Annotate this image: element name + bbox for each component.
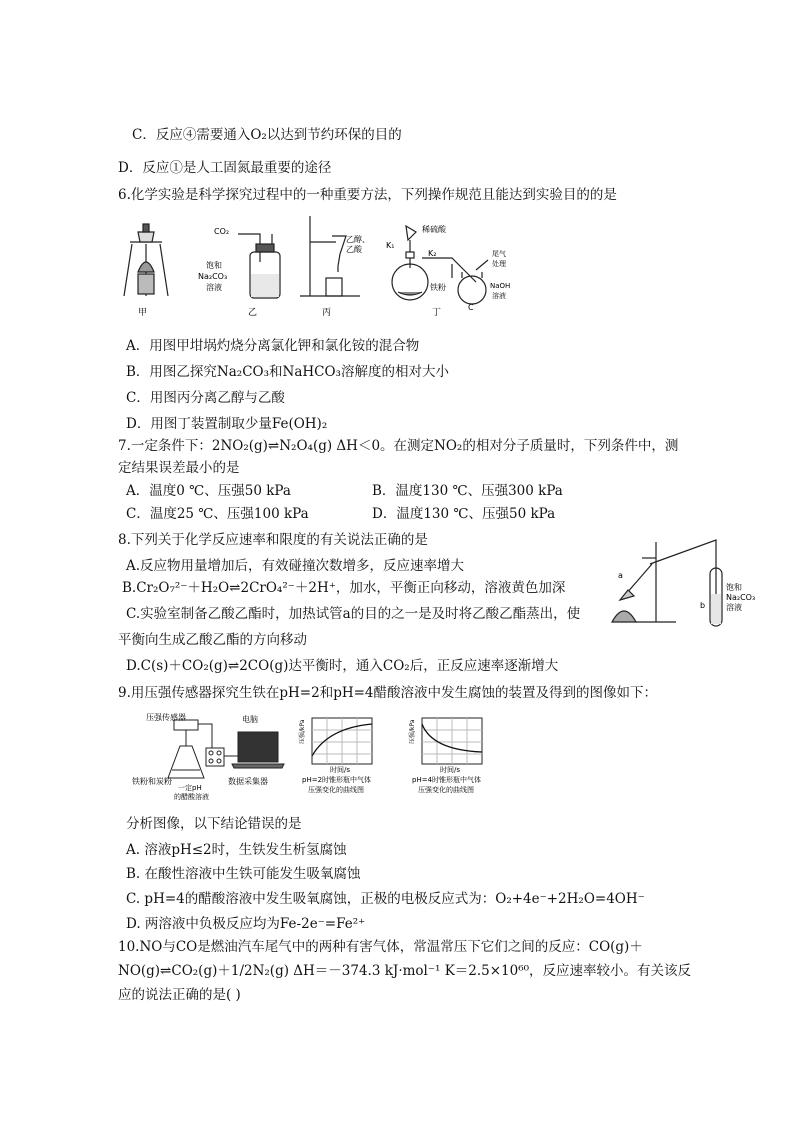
label-yichun: 乙醇、 [346, 235, 370, 244]
label-b: b [700, 601, 706, 610]
label-computer: 电脑 [242, 715, 258, 724]
label-tiefen: 铁粉 [430, 283, 446, 292]
ph2-pressure-chart [312, 718, 372, 764]
label-xiliusuan: 稀硫酸 [422, 225, 446, 234]
label-chuli: 处理 [492, 260, 506, 268]
ferrous-hydroxide-apparatus [392, 226, 488, 304]
q5-option-c: C．反应④需要通入O₂以达到节约环保的目的 [132, 127, 402, 143]
label-naoh-rongye: 溶液 [492, 292, 506, 300]
chart2-xlabel: 时间/s [440, 766, 461, 774]
q6-option-c: C．用图丙分离乙醇与乙酸 [126, 390, 285, 406]
q9-corrosion-figure [132, 712, 512, 802]
label-co2: CO₂ [214, 227, 230, 236]
label-collector: 数据采集器 [228, 777, 268, 786]
q9-intro: 分析图像，以下结论错误的是 [126, 816, 302, 832]
label-baohe: 饱和 [206, 261, 222, 270]
label-na2co3: Na₂CO₃ [726, 593, 756, 602]
q6-option-b: B．用图乙探究Na₂CO₃和NaHCO₃溶解度的相对大小 [126, 364, 449, 380]
q7-stem-line2: 定结果误差最小的是 [118, 460, 240, 476]
chart1-caption-2: 压强变化的曲线图 [308, 786, 364, 794]
chart1-caption-1: pH=2时锥形瓶中气体 [302, 776, 372, 784]
label-yi: 乙 [248, 308, 258, 318]
q6-option-d: D．用图丁装置制取少量Fe(OH)₂ [126, 416, 328, 432]
q8-ester-apparatus-figure [606, 534, 776, 630]
label-jia: 甲 [138, 308, 148, 318]
q9-option-c: C. pH=4的醋酸溶液中发生吸氧腐蚀，正极的电极反应式为：O₂+4e⁻+2H₂O=4OH⁻ [126, 891, 645, 907]
label-acid2: 的醋酸溶液 [174, 793, 209, 801]
label-rongye: 溶液 [206, 283, 222, 292]
label-baohe: 饱和 [726, 583, 742, 592]
q7-option-c: C．温度25 ℃、压强100 kPa [126, 506, 309, 522]
q7-option-b: B．温度130 ℃、压强300 kPa [372, 483, 563, 499]
q7-option-a: A．温度0 ℃、压强50 kPa [126, 483, 291, 499]
crucible-tripod-apparatus [124, 224, 168, 296]
label-acid1: 一定pH [178, 784, 202, 792]
ph4-pressure-chart [422, 718, 482, 764]
q10-line3: 应的说法正确的是( ) [118, 987, 241, 1003]
chart2-ylabel: 压强/kPa [409, 719, 416, 744]
label-weiqi: 尾气 [492, 250, 506, 258]
chart2-caption-1: pH=4时锥形瓶中气体 [412, 776, 482, 784]
q9-option-d: D. 两溶液中负极反应均为Fe-2e⁻=Fe²⁺ [126, 916, 366, 932]
q10-line2: NO(g)⇌CO₂(g)＋1/2N₂(g) ΔH＝－374.3 kJ·mol⁻¹ K＝2.5×10⁶⁰，反应速率较小。有关该反 [118, 963, 692, 979]
q8-stem: 8.下列关于化学反应速率和限度的有关说法正确的是 [118, 532, 428, 548]
label-ding: 丁 [432, 308, 442, 318]
label-naoh: NaOH [490, 282, 511, 290]
q8-option-c-line2: 平衡向生成乙酸乙酯的方向移动 [118, 632, 307, 648]
chart1-xlabel: 时间/s [330, 766, 351, 774]
label-k1: K₁ [386, 241, 395, 250]
q9-option-a: A. 溶液pH≤2时，生铁发生析氢腐蚀 [126, 842, 347, 858]
q9-option-b: B. 在酸性溶液中生铁可能发生吸氧腐蚀 [126, 866, 361, 882]
label-iron-carbon: 铁粉和炭粉 [132, 777, 172, 786]
q6-stem: 6.化学实验是科学探究过程中的一种重要方法，下列操作规范且能达到实验目的的是 [118, 187, 617, 203]
q6-apparatus-figure [110, 212, 530, 322]
q10-line1: 10.NO与CO是燃油汽车尾气中的两种有害气体，常温常压下它们之间的反应：CO(g)＋ [118, 939, 643, 955]
q8-option-a: A.反应物用量增加后，有效碰撞次数增多，反应速率增大 [126, 558, 465, 574]
q7-stem-line1: 7.一定条件下：2NO₂(g)⇌N₂O₄(g) ΔH＜0。在测定NO₂的相对分子质量时，下列条件中，测 [118, 438, 679, 454]
label-c: C [468, 303, 474, 312]
separatory-funnel-stand [300, 216, 360, 296]
label-sensor: 压强传感器 [146, 713, 186, 722]
q7-option-d: D．温度130 ℃、压强50 kPa [372, 506, 556, 522]
label-rongye: 溶液 [726, 603, 742, 612]
gas-wash-bottle [238, 234, 280, 298]
label-yisuan: 乙酸 [346, 245, 362, 254]
chart2-caption-2: 压强变化的曲线图 [418, 786, 474, 794]
label-bing: 丙 [322, 308, 332, 318]
chart1-ylabel: 压强/kPa [299, 719, 306, 744]
q5-option-d: D．反应①是人工固氮最重要的途径 [118, 160, 332, 176]
q6-option-a: A．用图甲坩埚灼烧分离氯化钾和氯化铵的混合物 [126, 338, 420, 354]
label-a: a [618, 571, 623, 580]
q9-stem: 9.用压强传感器探究生铁在pH=2和pH=4醋酸溶液中发生腐蚀的装置及得到的图像如下： [118, 685, 658, 701]
q8-option-d: D.C(s)＋CO₂(g)⇌2CO(g)达平衡时，通入CO₂后，正反应速率逐渐增大 [126, 658, 559, 674]
q8-option-c-line1: C.实验室制备乙酸乙酯时，加热试管a的目的之一是及时将乙酸乙酯蒸出，使 [126, 606, 581, 622]
q8-option-b: B.Cr₂O₇²⁻＋H₂O⇌2CrO₄²⁻＋2H⁺，加水，平衡正向移动，溶液黄色加深 [122, 580, 566, 596]
label-k2: K₂ [428, 249, 437, 258]
label-na2co3: Na₂CO₃ [198, 272, 228, 281]
